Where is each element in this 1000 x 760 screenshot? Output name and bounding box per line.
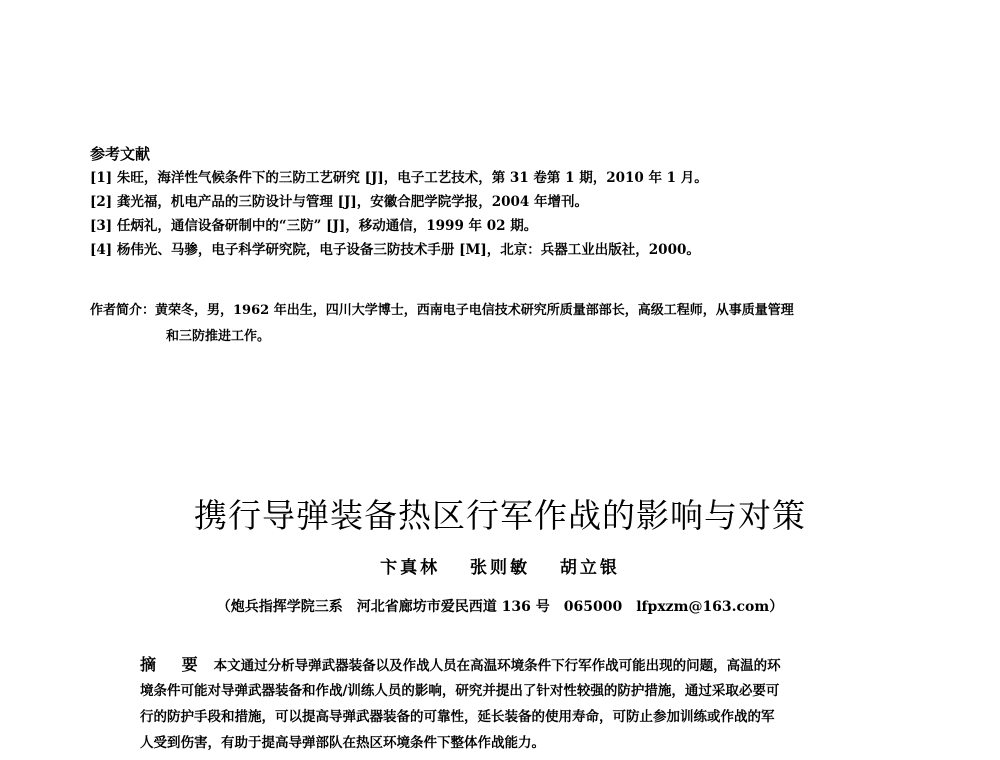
author-bio-line: 作者简介：黄荣冬，男，1962 年出生，四川大学博士，西南电子电信技术研究所质量部部长，高级工程师，从事质量管理 (90, 303, 794, 318)
abstract-line: 境条件可能对导弹武器装备和作战/训练人员的影响，研究并提出了针对性较强的防护措施，通过采取必要可 (140, 683, 780, 699)
references-heading: 参考文献 (90, 145, 151, 163)
paper-authors (0, 556, 1000, 580)
abstract-text: 本文通过分析导弹武器装备以及作战人员在高温环境条件下行军作战可能出现的问题，高温的环 (213, 658, 781, 674)
author-name: 卞真林 (380, 558, 441, 578)
author-bio (90, 298, 960, 350)
author-bio-line: 和三防推进工作。 (166, 329, 271, 344)
reference-item: [4] 杨伟光、马骖，电子科学研究院，电子设备三防技术手册 [M]，北京：兵器工业出版社，2000。 (90, 242, 700, 258)
abstract-line: 行的防护手段和措施，可以提高导弹武器装备的可靠性，延长装备的使用寿命，可防止参加训练或作战的军 (140, 709, 775, 725)
reference-item: [1] 朱旺，海洋性气候条件下的三防工艺研究 [J]，电子工艺技术，第 31 卷第 1 期，2010 年 1 月。 (90, 170, 708, 186)
paper-title: 携行导弹装备热区行军作战的影响与对策 (194, 496, 806, 535)
abstract (140, 652, 870, 756)
affiliation: （炮兵指挥学院三系 河北省廊坊市爱民西道 136 号 065000 lfpxzm@163.com） (216, 599, 784, 615)
reference-item: [3] 任炳礼，通信设备研制中的“三防” [J]，移动通信，1999 年 02 期。 (90, 218, 538, 234)
author-name: 胡立银 (559, 558, 620, 578)
abstract-label: 摘 要 (140, 655, 208, 674)
abstract-line: 人受到伤害，有助于提高导弹部队在热区环境条件下整体作战能力。 (140, 735, 545, 751)
abstract-line (140, 652, 870, 678)
references-section (90, 144, 970, 262)
reference-item: [2] 龚光福，机电产品的三防设计与管理 [J]，安徽合肥学院学报，2004 年增刊。 (90, 194, 589, 210)
author-name: 张则敏 (470, 558, 530, 578)
